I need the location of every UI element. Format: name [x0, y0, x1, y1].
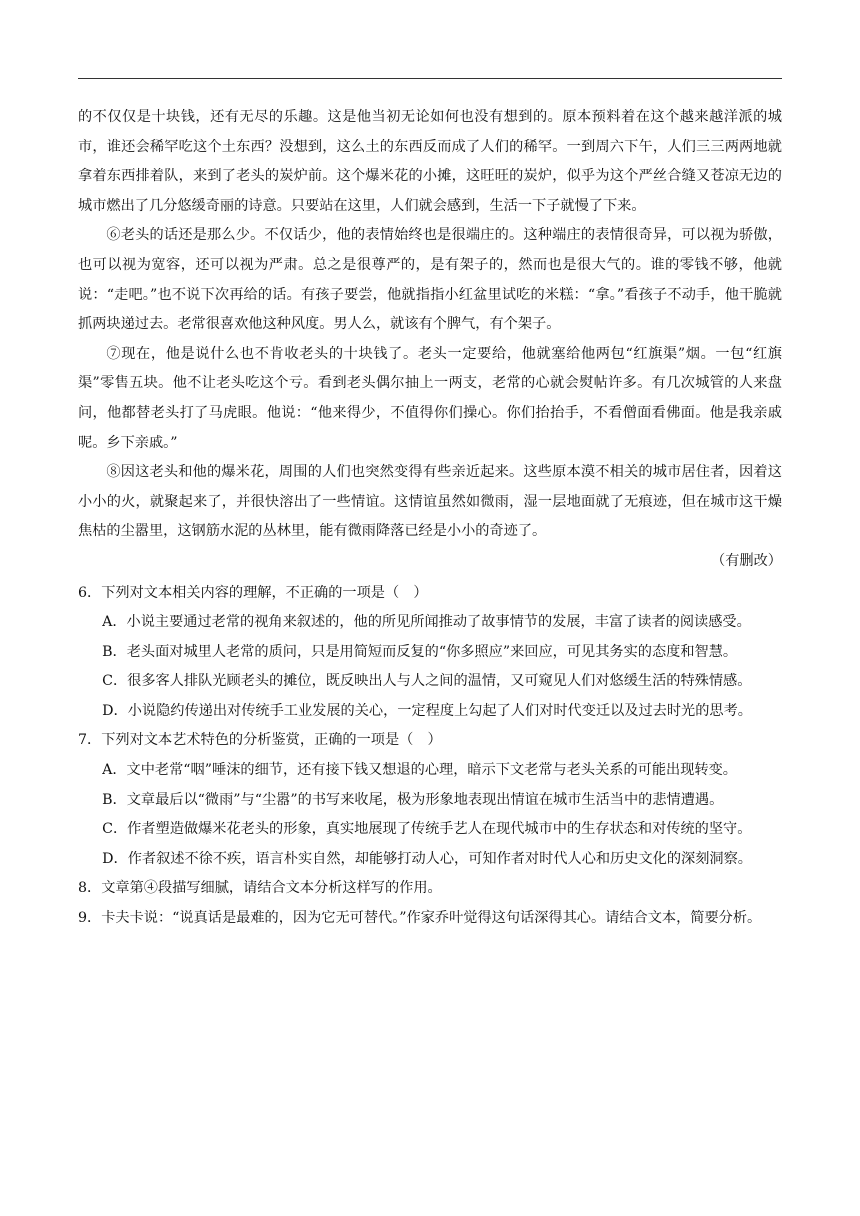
- paragraph-6: ⑥老头的话还是那么少。不仅话少，他的表情始终也是很端庄的。这种端庄的表情很奇异，可以视为骄傲，也可以视为宽容，还可以视为严肃。总之是很尊严的，是有架子的，然而也是很大气的。谁的零钱不够，他就说：“走吧。”也不说下次再给的话。有孩子要尝，他就指指小红盆里试吃的米糕：“拿。”看孩子不动手，他干脆就抓两块递过去。老常很喜欢他这种风度。男人么，就该有个脾气，有个架子。: [78, 227, 782, 333]
- option-b: B．文章最后以“微雨”与“尘嚣”的书写来收尾，极为形象地表现出情谊在城市生活当中的悲情遭遇。: [102, 791, 724, 808]
- question-stem: 7．下列对文本艺术特色的分析鉴赏，正确的一项是（ ）: [78, 732, 442, 749]
- paragraph-7: ⑦现在，他是说什么也不肯收老头的十块钱了。老头一定要给，他就塞给他两包“红旗渠”烟。一包“红旗渠”零售五块。他不让老头吃这个亏。看到老头偶尔抽上一两支，老常的心就会熨帖许多。有几次城管的人来盘问，他都替老头打了马虎眼。他说：“他来得少，不值得你们操心。你们抬抬手，不看僧面看佛面。他是我亲戚呢。乡下亲戚。”: [78, 345, 782, 451]
- question-list: [78, 579, 782, 934]
- question-6: [78, 579, 782, 727]
- paragraph-5-continuation: 的不仅仅是十块钱，还有无尽的乐趣。这是他当初无论如何也没有想到的。原本预料着在这个越来越洋派的城市，谁还会稀罕吃这个土东西？没想到，这么土的东西反而成了人们的稀罕。一到周六下午，人们三三两两地就拿着东西排着队，来到了老头的炭炉前。这个爆米花的小摊，这旺旺的炭炉，似乎为这个严丝合缝又苍凉无边的城市燃出了几分悠缓奇丽的诗意。只要站在这里，人们就会感到，生活一下子就慢了下来。: [78, 109, 782, 214]
- option-b: B．老头面对城里人老常的质问，只是用简短而反复的“你多照应”来回应，可见其务实的态度和智慧。: [102, 643, 738, 660]
- option-c: C．作者塑造做爆米花老头的形象，真实地展现了传统手艺人在现代城市中的生存状态和对传统的坚守。: [102, 821, 752, 838]
- option-d: D．小说隐约传递出对传统手工业发展的关心，一定程度上勾起了人们对时代变迁以及过去时光的思考。: [102, 702, 752, 719]
- header-rule: [78, 78, 782, 79]
- option-d: D．作者叙述不徐不疾，语言朴实自然，却能够打动人心，可知作者对时代人心和历史文化的深刻洞察。: [102, 850, 752, 867]
- option-a: A．小说主要通过老常的视角来叙述的，他的所见所闻推动了故事情节的发展，丰富了读者的阅读感受。: [102, 614, 751, 631]
- source-note: （有删改）: [711, 552, 782, 569]
- option-c: C．很多客人排队光顾老头的摊位，既反映出人与人之间的温情，又可窥见人们对悠缓生活的特殊情感。: [102, 673, 752, 690]
- question-8: [78, 874, 782, 904]
- option-a: A．文中老常“咽”唾沫的细节，还有接下钱又想退的心理，暗示下文老常与老头关系的可能出现转变。: [102, 762, 737, 779]
- document-body: [78, 103, 782, 934]
- paragraph-8: ⑧因这老头和他的爆米花，周围的人们也突然变得有些亲近起来。这些原本漠不相关的城市居住者，因着这小小的火，就聚起来了，并很快溶出了一些情谊。这情谊虽然如微雨，湿一层地面就了无痕迹，但在城市这干燥焦枯的尘嚣里，这钢筋水泥的丛林里，能有微雨降落已经是小小的奇迹了。: [78, 464, 782, 540]
- question-7: [78, 726, 782, 874]
- question-stem: 9．卡夫卡说：“说真话是最难的，因为它无可替代。”作家乔叶觉得这句话深得其心。请结合文本，简要分析。: [78, 910, 762, 927]
- question-stem: 6．下列对文本相关内容的理解，不正确的一项是（ ）: [78, 584, 428, 601]
- question-stem: 8．文章第④段描写细腻，请结合文本分析这样写的作用。: [78, 880, 442, 897]
- question-9: [78, 904, 782, 934]
